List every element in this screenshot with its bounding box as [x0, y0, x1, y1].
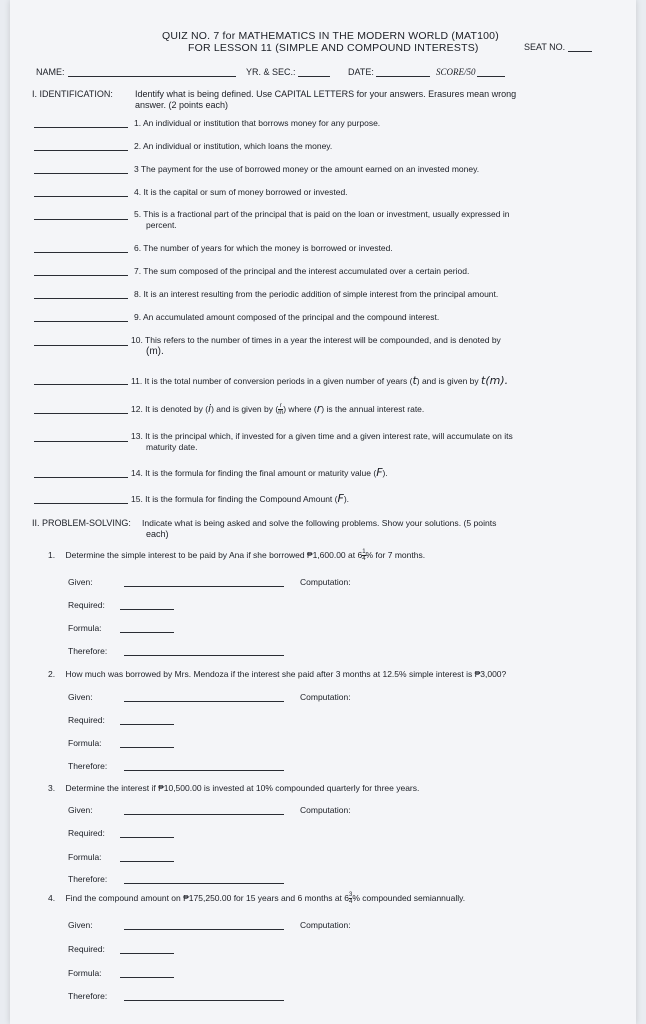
id-item-4: 4. It is the capital or sum of money borrowed or invested.	[134, 187, 348, 197]
id-item-8: 8. It is an interest resulting from the periodic addition of simple interest from the principal amount.	[134, 289, 499, 299]
problem-1	[48, 549, 425, 562]
answer-blank-14[interactable]	[34, 477, 128, 478]
fraction-denominator: 4	[349, 899, 353, 905]
problem-3-text: Determine the interest if ₱10,500.00 is invested at 10% compounded quarterly for three years.	[65, 783, 420, 793]
therefore-blank[interactable]	[124, 1000, 284, 1001]
problem-1-number: 1.	[48, 549, 56, 560]
id-item-11-text-a: 11. It is the total number of conversion periods in a given number of years (	[131, 376, 413, 386]
computation-label: Computation:	[300, 920, 351, 930]
formula-label: Formula:	[68, 852, 102, 862]
answer-blank-8[interactable]	[34, 298, 128, 299]
variable-F: F	[376, 466, 383, 479]
given-label: Given:	[68, 692, 93, 702]
answer-blank-6[interactable]	[34, 252, 128, 253]
fraction-numerator: 1	[362, 549, 366, 555]
answer-blank-7[interactable]	[34, 275, 128, 276]
score-field	[436, 67, 505, 77]
id-item-14-text-a: 14. It is the formula for finding the final amount or maturity value (	[131, 468, 377, 478]
given-blank[interactable]	[124, 586, 284, 587]
id-item-13: 13. It is the principal which, if invested for a given time and a given interest rate, will accumulate on its	[131, 431, 513, 441]
variable-t: t	[412, 374, 417, 387]
therefore-label: Therefore:	[68, 646, 108, 656]
seat-blank	[568, 42, 592, 52]
id-item-6: 6. The number of years for which the money is borrowed or invested.	[134, 243, 393, 253]
answer-blank-5[interactable]	[34, 219, 128, 220]
id-item-14	[131, 466, 388, 479]
problem-2-number: 2.	[48, 669, 56, 679]
answer-blank-13[interactable]	[34, 441, 128, 442]
variable-i: i	[208, 402, 212, 415]
formula-label: Formula:	[68, 968, 102, 978]
score-blank	[477, 67, 505, 77]
id-item-11-text-b: ) and is given by	[416, 376, 482, 386]
variable-F: F	[337, 492, 344, 505]
id-item-12-text-b: ) and is given by (	[211, 404, 279, 414]
id-item-15	[131, 492, 349, 505]
answer-blank-2[interactable]	[34, 150, 128, 151]
answer-blank-9[interactable]	[34, 321, 128, 322]
required-label: Required:	[68, 600, 105, 610]
id-item-10: 10. This refers to the number of times in a year the interest will be compounded, and is denoted by	[131, 335, 501, 345]
answer-blank-11[interactable]	[34, 384, 128, 385]
id-item-15-text-a: 15. It is the formula for finding the Compound Amount (	[131, 494, 338, 504]
id-item-14-text-b: ).	[382, 468, 388, 478]
part1-instruction-line1: Identify what is being defined. Use CAPITAL LETTERS for your answers. Erasures mean wrong	[135, 89, 517, 99]
given-label: Given:	[68, 920, 93, 930]
formula-label: Formula:	[68, 738, 102, 748]
date-field	[348, 67, 430, 77]
given-blank[interactable]	[124, 701, 284, 702]
id-item-10-cont: (m).	[146, 346, 164, 357]
computation-label: Computation:	[300, 692, 351, 702]
id-item-5: 5. This is a fractional part of the principal that is paid on the loan or investment, usually expressed in	[134, 209, 510, 219]
id-item-1: 1. An individual or institution that borrows money for any purpose.	[134, 118, 381, 128]
formula-label: Formula:	[68, 623, 102, 633]
id-item-7: 7. The sum composed of the principal and the interest accumulated over a certain period.	[134, 266, 470, 276]
yr-sec-blank	[298, 67, 330, 77]
problem-1-text-b: % for 7 months.	[365, 549, 426, 560]
id-item-15-text-b: ).	[343, 494, 350, 504]
part2-instruction-line1: Indicate what is being asked and solve the following problems. Show your solutions. (5 points	[142, 518, 497, 528]
required-label: Required:	[68, 715, 105, 725]
therefore-blank[interactable]	[124, 655, 284, 656]
problem-4-number: 4.	[48, 892, 56, 903]
quiz-sheet	[10, 0, 636, 1024]
problem-4-text-b: % compounded semiannually.	[352, 892, 466, 903]
seat-number-field	[524, 42, 592, 52]
variable-r: r	[316, 402, 322, 415]
given-label: Given:	[68, 577, 93, 587]
answer-blank-12[interactable]	[34, 413, 128, 414]
part2-instruction-line2: each)	[146, 529, 169, 539]
quiz-subtitle: FOR LESSON 11 (SIMPLE AND COMPOUND INTERESTS)	[188, 42, 479, 54]
therefore-label: Therefore:	[68, 761, 108, 771]
part1-instruction-line2: answer. (2 points each)	[135, 100, 229, 110]
required-label: Required:	[68, 944, 105, 954]
id-item-11	[131, 374, 508, 387]
variable-tm: t(m).	[481, 374, 509, 387]
name-blank	[68, 67, 236, 77]
score-label: SCORE/50	[436, 67, 476, 77]
id-item-3: 3 The payment for the use of borrowed money or the amount earned on an invested money.	[134, 164, 480, 174]
therefore-blank[interactable]	[124, 770, 284, 771]
fraction-denominator: m	[278, 410, 284, 417]
id-item-12-text-c: ) where (	[283, 404, 317, 414]
formula-blank[interactable]	[120, 747, 174, 748]
therefore-label: Therefore:	[68, 874, 108, 884]
part2-heading: II. PROBLEM-SOLVING:	[32, 518, 131, 528]
fraction-denominator: 4	[362, 556, 366, 562]
seat-label: SEAT NO.	[524, 42, 566, 52]
given-blank[interactable]	[124, 929, 284, 930]
answer-blank-4[interactable]	[34, 196, 128, 197]
problem-4-text-a: Find the compound amount on ₱175,250.00 for 15 years and 6 months at 6	[65, 892, 349, 903]
formula-blank[interactable]	[120, 632, 174, 633]
fraction-numerator: r	[279, 403, 282, 410]
answer-blank-10[interactable]	[34, 345, 128, 346]
problem-3-number: 3.	[48, 783, 56, 793]
required-blank[interactable]	[120, 609, 174, 610]
date-blank	[376, 67, 430, 77]
therefore-label: Therefore:	[68, 991, 108, 1001]
name-field	[36, 67, 236, 77]
computation-label: Computation:	[300, 805, 351, 815]
yr-sec-label: YR. & SEC.:	[246, 67, 296, 77]
answer-blank-1[interactable]	[34, 127, 128, 128]
required-label: Required:	[68, 828, 105, 838]
answer-blank-15[interactable]	[34, 503, 128, 504]
problem-2-text: How much was borrowed by Mrs. Mendoza if the interest she paid after 3 months at 12.5% simple interest is ₱3,000?	[65, 669, 507, 679]
quiz-title: QUIZ NO. 7 for MATHEMATICS IN THE MODERN WORLD (MAT100)	[162, 30, 499, 42]
yr-sec-field	[246, 67, 330, 77]
fraction-numerator: 3	[349, 892, 353, 898]
problem-1-text-a: Determine the simple interest to be paid by Ana if she borrowed ₱1,600.00 at 6	[65, 549, 363, 560]
problem-3	[48, 783, 419, 793]
formula-blank[interactable]	[120, 861, 174, 862]
name-label: NAME:	[36, 67, 65, 77]
therefore-blank[interactable]	[124, 883, 284, 884]
problem-2	[48, 669, 506, 679]
given-blank[interactable]	[124, 814, 284, 815]
required-blank[interactable]	[120, 953, 174, 954]
id-item-13-cont: maturity date.	[146, 442, 198, 452]
answer-blank-3[interactable]	[34, 173, 128, 174]
problem-4	[48, 892, 465, 905]
computation-label: Computation:	[300, 577, 351, 587]
id-item-12	[131, 402, 424, 416]
date-label: DATE:	[348, 67, 374, 77]
given-label: Given:	[68, 805, 93, 815]
formula-blank[interactable]	[120, 977, 174, 978]
id-item-5-cont: percent.	[146, 220, 177, 230]
required-blank[interactable]	[120, 837, 174, 838]
required-blank[interactable]	[120, 724, 174, 725]
id-item-12-text-d: ) is the annual interest rate.	[321, 404, 425, 414]
part1-heading: I. IDENTIFICATION:	[32, 89, 113, 99]
id-item-2: 2. An individual or institution, which loans the money.	[134, 141, 333, 151]
id-item-12-text-a: 12. It is denoted by (	[131, 404, 209, 414]
id-item-9: 9. An accumulated amount composed of the principal and the compound interest.	[134, 312, 440, 322]
